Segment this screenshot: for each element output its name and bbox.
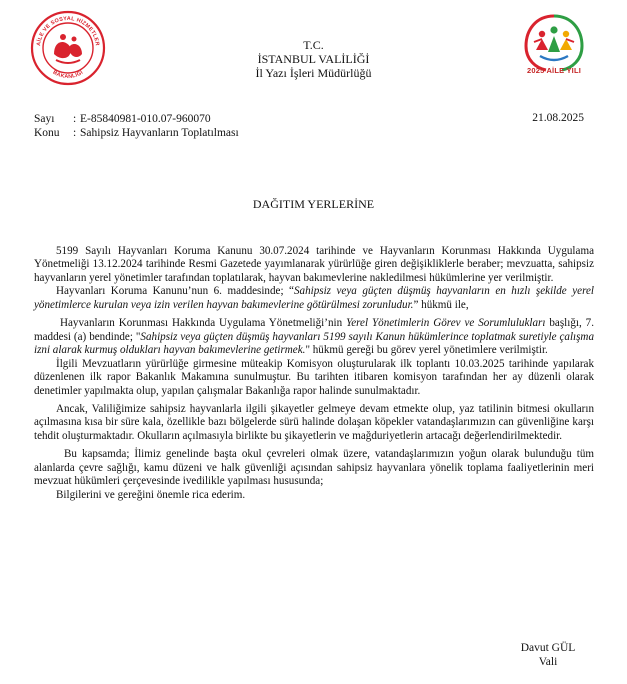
recipient-heading: DAĞITIM YERLERİNE bbox=[252, 197, 375, 211]
paragraph-2-text-b: ” hükmü ile, bbox=[413, 298, 469, 311]
paragraph-6: Bu kapsamda; İlimiz genelinde başta okul çevreleri olmak üzere, vatandaşlarımızın yoğun olarak bulunduğu tüm alanlarda çevre sağlığı, kamu düzeni ve halk güvenliği açısından sahipsiz hayvanlara yönelik toplama faaliyetlerinin meri mevzuat hükümleri çerçevesinde ivedilikle yapılması hususunda; bbox=[34, 448, 594, 488]
family-year-logo-text: 2025 AİLE YILI bbox=[526, 66, 582, 75]
paragraph-3-title: Yerel Yönetimlerin Görev ve Sorumlulukları bbox=[346, 317, 546, 330]
header-tc: T.C. bbox=[303, 38, 324, 52]
letter-body bbox=[34, 245, 594, 502]
paragraph-2-quote: Sahipsiz veya güçten düşmüş hayvanların en hızlı şekilde yerel yönetimlerce kurulan veya izin verilen hayvan bakımevlerine götürülmesi zorunludur. bbox=[34, 285, 594, 311]
konu-label: Konu bbox=[34, 127, 60, 139]
svg-text:BAKANLIĞI: BAKANLIĞI bbox=[51, 69, 85, 81]
konu-value: Sahipsiz Hayvanların Toplatılması bbox=[80, 127, 239, 139]
paragraph-3-text-a: Hayvanların Korunması Hakkında Uygulama Yönetmeliği’nin bbox=[60, 317, 347, 330]
paragraph-3 bbox=[34, 317, 594, 357]
document-date: 21.08.2025 bbox=[532, 112, 584, 124]
paragraph-7: Bilgilerini ve gereğini önemle rica ederim. bbox=[56, 488, 246, 501]
sayi-value: E-85840981-010.07-960070 bbox=[80, 113, 211, 125]
paragraph-3-text-c: " hükmü gereği bu görev yerel yönetimlere verilmiştir. bbox=[305, 344, 548, 357]
signer-title: Vali bbox=[538, 656, 558, 668]
paragraph-2-text-a: Hayvanları Koruma Kanunu’nun 6. maddesinde; “ bbox=[56, 285, 294, 298]
paragraph-1: 5199 Sayılı Hayvanları Koruma Kanunu 30.07.2024 tarihinde ve Hayvanların Korunması Hakkında Uygulama Yönetmeliği 13.12.2024 tarihinde Resmi Gazetede yayımlanarak yürürlüğe giren değişikliklerle beraber; mevzuatta, sahipsiz hayvanların yerel yönetimler tarafından toplatılarak, hayvan bakımevlerine nakledilmesi hükümlerine yer verilmiştir. bbox=[34, 245, 594, 284]
sayi-label: Sayı bbox=[34, 113, 55, 125]
paragraph-5: Ancak, Valiliğimize sahipsiz hayvanlarla ilgili şikayetler gelmeye devam etmekte olup, yaz tatilinin bitmesi okulların açılmasına kısa bir süre kala, özellikle bazı bölgelerde sürü halinde dolaşan köpekler vatandaşlarımızın can güvenliğine karşı tehdit oluşturmaktadır. Okulların açılmasıyla birlikte bu şikayetlerin ve mağduriyetlerin artacağı değerlendirilmektedir. bbox=[34, 402, 594, 442]
header-governorship: İSTANBUL VALİLİĞİ bbox=[257, 52, 370, 66]
paragraph-3-quote: Sahipsiz veya güçten düşmüş hayvanları 5199 sayılı Kanun hükümlerince toplatmak suretiyle çalışma izni alarak kurmuş oldukları hayvan bakımevlerine getirmek. bbox=[34, 330, 594, 357]
svg-text:AİLE VE SOSYAL HİZMETLER: AİLE VE SOSYAL HİZMETLER bbox=[36, 15, 100, 47]
paragraph-3-text-b: başlığı, 7. maddesi (a) bendinde; " bbox=[34, 317, 594, 343]
paragraph-2 bbox=[34, 285, 594, 312]
sayi-separator: : bbox=[73, 113, 77, 125]
konu-separator: : bbox=[73, 127, 77, 139]
header-department: İl Yazı İşleri Müdürlüğü bbox=[255, 66, 372, 80]
paragraph-4: İlgili Mevzuatların yürürlüğe girmesine müteakip Komisyon oluşturularak ilk toplantı 10.03.2025 tarihinde yapılarak düzenlenen ilk rapor Bakanlık Makamına sunulmuştur. Bu tarihten itibaren komisyon tarafından her ay düzenli olarak denetimler yapılmakta olup, yapılan çalışmalar Bakanlığa rapor halinde sunulmaktadır. bbox=[34, 357, 594, 397]
signer-name: Davut GÜL bbox=[520, 642, 576, 654]
